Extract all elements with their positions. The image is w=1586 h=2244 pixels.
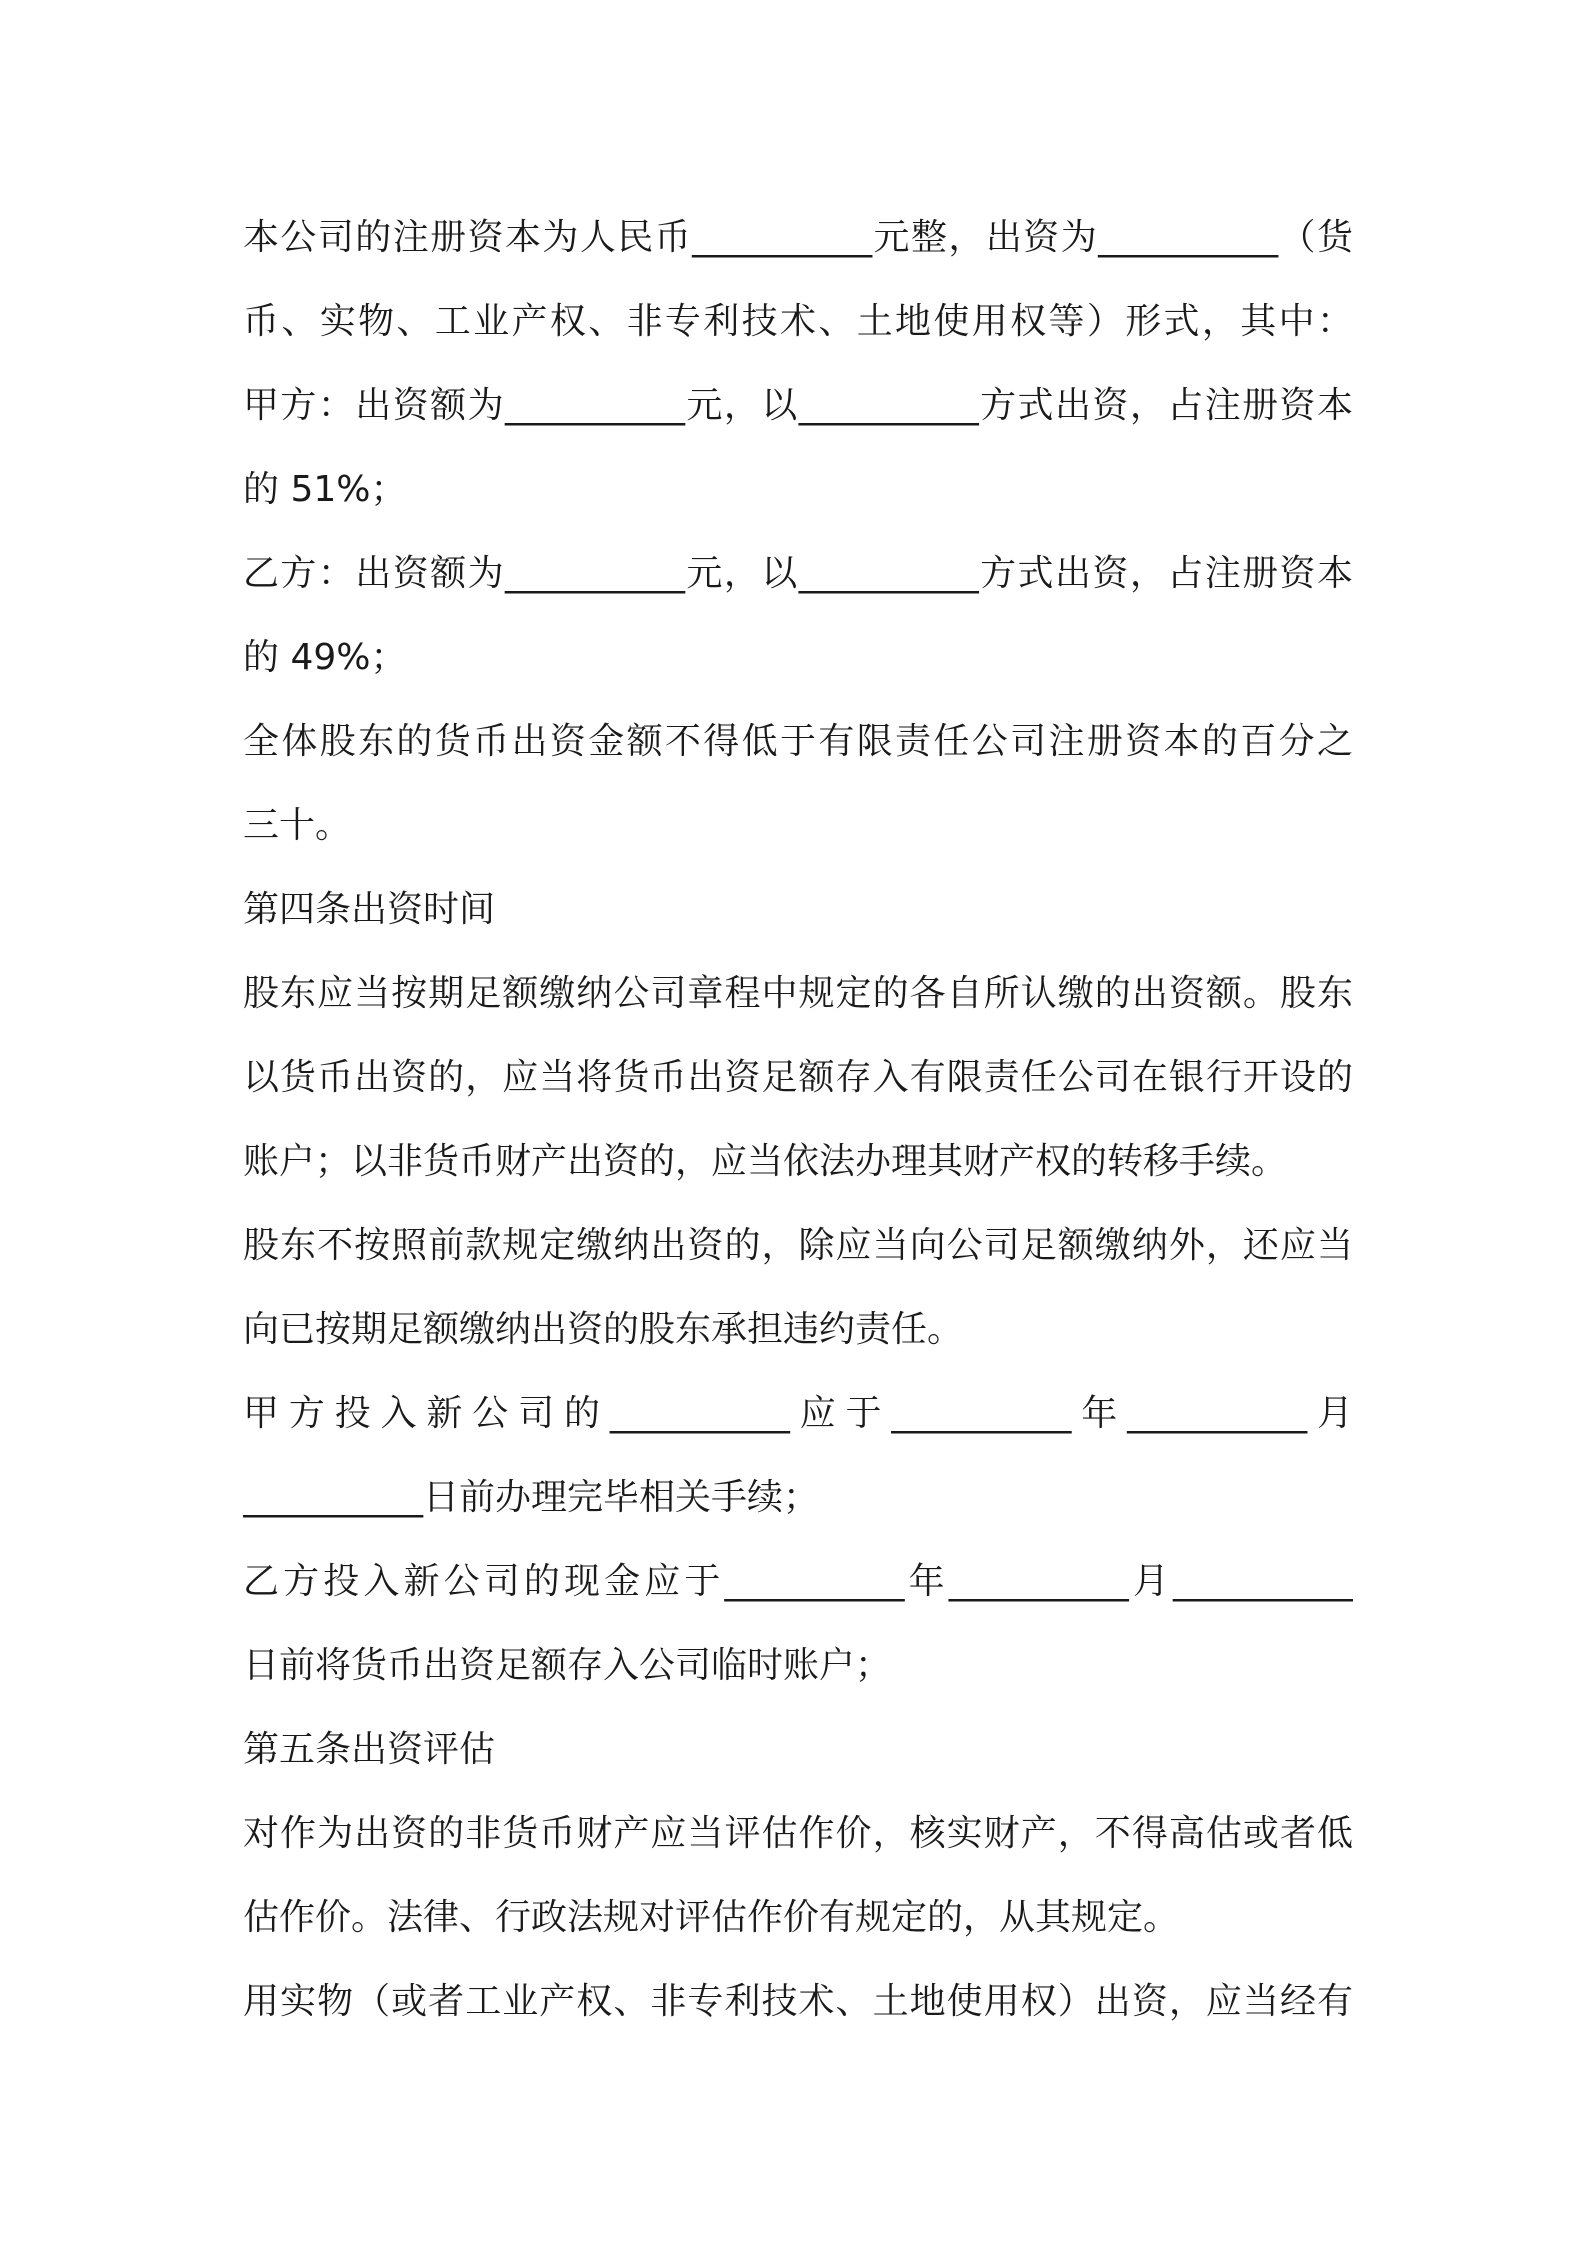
text-line: 以货币出资的，应当将货币出资足额存入有限责任公司在银行开设的 [243, 1057, 1353, 1098]
section-heading: 第四条出资时间 [243, 889, 496, 930]
text-line: 甲方：出资额为__________元，以__________方式出资，占注册资本 [243, 385, 1353, 426]
text-line: 甲方投入新公司的__________应于__________年__________月 [243, 1393, 1353, 1434]
text-line: 向已按期足额缴纳出资的股东承担违约责任。 [243, 1309, 964, 1350]
text-line: 的 51%； [243, 469, 407, 510]
text-line: 账户；以非货币财产出资的，应当依法办理其财产权的转移手续。 [243, 1141, 1288, 1182]
text-line: 股东不按照前款规定缴纳出资的，除应当向公司足额缴纳外，还应当 [243, 1225, 1353, 1266]
text-line: 乙方：出资额为__________元，以__________方式出资，占注册资本 [243, 553, 1353, 594]
document-body [243, 196, 1353, 2044]
text-line: 对作为出资的非货币财产应当评估作价，核实财产，不得高估或者低 [243, 1813, 1353, 1854]
text-line: 日前将货币出资足额存入公司临时账户； [243, 1645, 892, 1686]
section-heading: 第五条出资评估 [243, 1729, 496, 1770]
text-line: 币、实物、工业产权、非专利技术、土地使用权等）形式，其中： [243, 301, 1353, 342]
text-line: __________日前办理完毕相关手续； [243, 1477, 820, 1518]
text-line: 三十。 [243, 805, 352, 846]
text-line: 估作价。法律、行政法规对评估作价有规定的，从其规定。 [243, 1897, 1180, 1938]
text-line: 股东应当按期足额缴纳公司章程中规定的各自所认缴的出资额。股东 [243, 973, 1353, 1014]
text-line: 全体股东的货币出资金额不得低于有限责任公司注册资本的百分之 [243, 721, 1353, 762]
text-line: 本公司的注册资本为人民币__________元整，出资为__________（货 [243, 217, 1353, 258]
text-line: 的 49%； [243, 637, 407, 678]
text-line: 乙方投入新公司的现金应于__________年__________月__________ [243, 1561, 1353, 1602]
text-line: 用实物（或者工业产权、非专利技术、土地使用权）出资，应当经有 [243, 1981, 1353, 2022]
